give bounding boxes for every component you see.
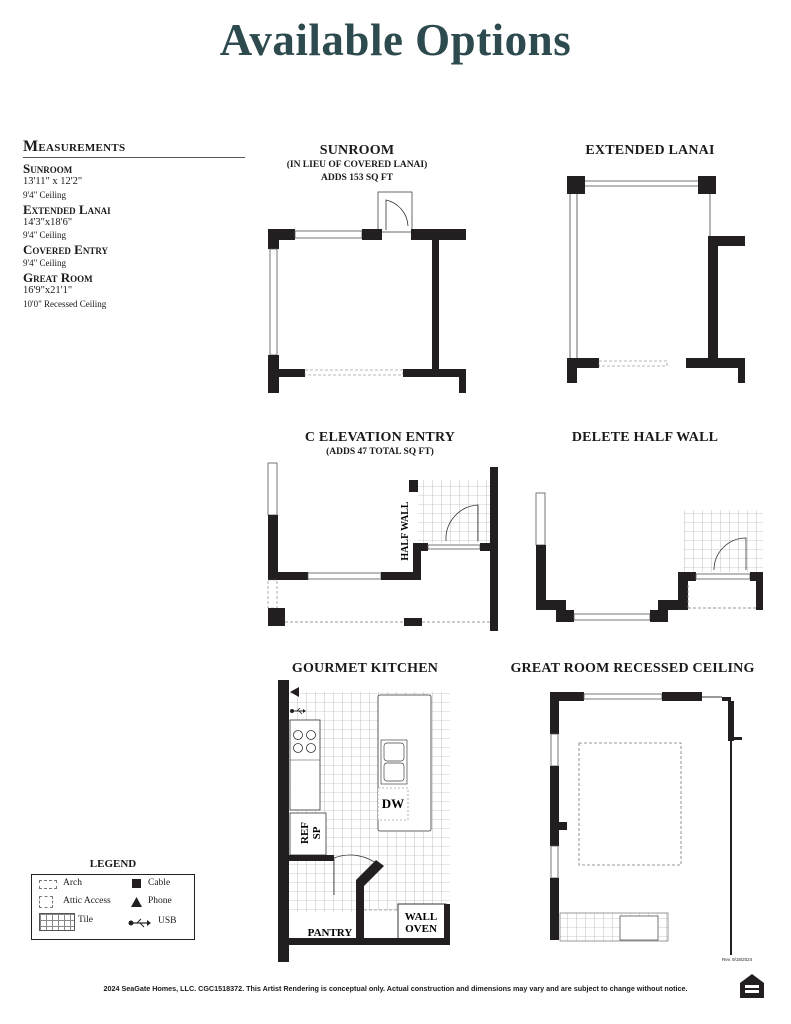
delete-half-wall-title: DELETE HALF WALL	[571, 430, 719, 445]
room-name: Covered Entry	[23, 242, 108, 257]
great-room-plan	[550, 692, 742, 955]
sunroom-subtitle: (IN LIEU OF COVERED LANAI)	[286, 160, 428, 170]
extended-lanai-title: EXTENDED LANAI	[585, 143, 715, 158]
gourmet-kitchen-plan	[278, 680, 450, 962]
room-dimension: 16'9"x21'1"	[23, 285, 73, 296]
extended-lanai-plan	[567, 176, 745, 383]
pantry-label: PANTRY	[307, 927, 353, 939]
sunroom-title: SUNROOM	[319, 143, 395, 158]
filled-triangle-icon	[131, 897, 142, 907]
sunroom-plan	[268, 192, 466, 393]
sp-label: SP	[311, 826, 323, 840]
legend	[31, 858, 195, 940]
sunroom-note: ADDS 153 SQ FT	[320, 173, 394, 183]
room-name: Sunroom	[23, 161, 73, 176]
room-ceiling: 9'4" Ceiling	[23, 258, 67, 268]
ref-label: REF	[299, 822, 311, 844]
equal-housing-logo	[737, 972, 767, 1002]
room-dimension: 13'11" x 12'2"	[23, 176, 83, 187]
room-ceiling: 9'4" Ceiling	[23, 189, 67, 200]
legend-phone: Phone	[148, 896, 172, 906]
c-elevation-subtitle: (ADDS 47 TOTAL SQ FT)	[326, 447, 434, 457]
oven-label: OVEN	[405, 923, 437, 935]
delete-half-wall-plan	[536, 493, 763, 622]
attic-swatch	[39, 896, 53, 908]
gourmet-kitchen-title: GOURMET KITCHEN	[291, 661, 439, 676]
tile-swatch	[39, 913, 75, 931]
legend-cable: Cable	[148, 878, 171, 888]
room-name: Great Room	[23, 270, 93, 285]
revision-note: Rev. 9/18/2024	[722, 957, 753, 962]
room-dimension: 14'3"x18'6"	[23, 216, 73, 228]
footer-disclaimer: 2024 SeaGate Homes, LLC. CGC1518372. This Artist Rendering is conceptual only. Actual construction and dimensions may vary and are subject to change without notice.	[103, 984, 688, 993]
room-ceiling: 10'0" Recessed Ceiling	[23, 298, 107, 309]
c-elevation-plan	[268, 463, 498, 631]
filled-square-icon	[132, 879, 141, 888]
legend-usb: USB	[158, 916, 177, 926]
legend-title: LEGEND	[89, 858, 137, 870]
half-wall-label: HALF WALL	[400, 501, 411, 561]
legend-arch: Arch	[63, 878, 82, 888]
arch-swatch	[39, 880, 57, 889]
wall-label: WALL	[404, 911, 438, 923]
great-room-title: GREAT ROOM RECESSED CEILING	[510, 661, 755, 676]
c-elevation-title: C ELEVATION ENTRY	[304, 430, 456, 445]
usb-icon	[128, 917, 152, 929]
room-ceiling: 9'4" Ceiling	[23, 230, 67, 240]
legend-box	[31, 874, 195, 940]
dw-label: DW	[381, 796, 405, 811]
measurements-heading: Measurements	[23, 138, 245, 158]
legend-attic: Attic Access	[63, 896, 111, 906]
page-title: Available Options	[219, 15, 572, 65]
room-name: Extended Lanai	[23, 201, 111, 217]
legend-tile: Tile	[78, 915, 93, 925]
